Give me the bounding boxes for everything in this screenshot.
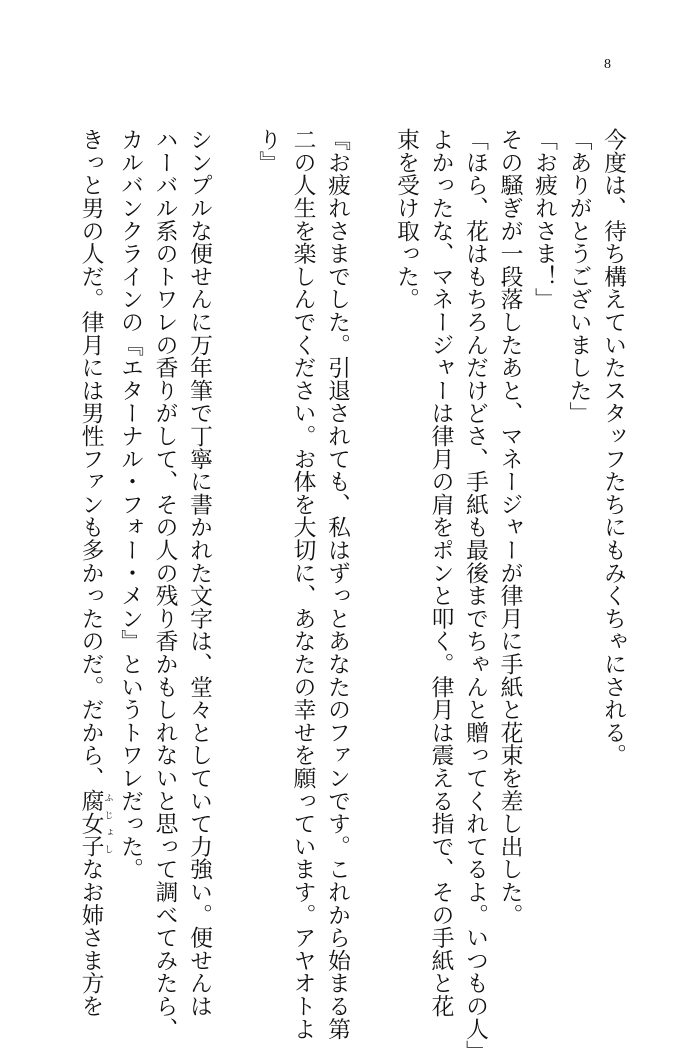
text-line: 「ありがとうございました」 (565, 128, 592, 425)
text-segment: なお姉さま方を (77, 857, 104, 1018)
ruby-reading: ふじょし (102, 789, 113, 858)
ruby-base: 腐女子 (77, 789, 104, 858)
text-line-last (73, 128, 113, 1018)
text-line: 束を受け取った。 (393, 128, 419, 311)
page-number: 8 (604, 57, 611, 72)
text-line: 『お疲れさまでした。引退されても、私はずっとあなたのファンです。これから始まる第 (324, 128, 350, 1040)
text-line: よかったな、マネージャーは律月の肩をポンと叩く。律月は震える指で、その手紙と花 (427, 128, 454, 1018)
text-line: り』 (255, 128, 281, 174)
text-line: シンプルな便せんに万年筆で丁寧に書かれた文字は、堂々としていて力強い。便せんは (186, 128, 212, 1018)
text-segment: きっと男の人だ。律月には男性ファンも多かったのだ。だから、 (77, 128, 104, 790)
text-line: 二の人生を楽しんでください。お体を大切に、あなたの幸せを願っています。アヤオトよ (289, 128, 316, 1040)
blank-line (354, 128, 389, 948)
text-line: 「ほら、花はもちろんだけどさ、手紙も最後までちゃんと贈ってくれてるよ。いつもの人」 (462, 128, 488, 1063)
text-line: 「お疲れさま！」 (531, 128, 557, 311)
text-line: カルバンクラインの『エターナル・フォー・メン』というトワレだった。 (117, 128, 143, 881)
text-line: 今度は、待ち構えていたスタッフたちにもみくちゃにされる。 (600, 128, 626, 767)
ruby-word (77, 789, 113, 858)
vertical-text-body (73, 128, 630, 1063)
blank-line (216, 128, 251, 948)
text-line: ハーバル系のトワレの香りがして、その人の残り香かもしれないと思って調べてみたら、 (151, 128, 178, 1040)
text-line: その騒ぎが一段落したあと、マネージャーが律月に手紙と花束を差し出した。 (496, 128, 523, 926)
